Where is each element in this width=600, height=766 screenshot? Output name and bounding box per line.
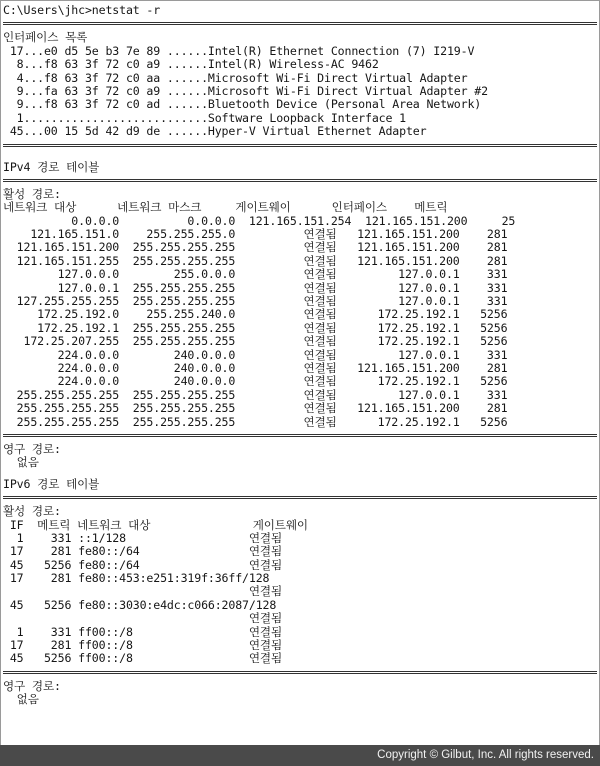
ipv4-route-row: 121.165.151.0 255.255.255.0 연결됨 121.165.151.200 281 [3, 228, 508, 242]
ipv4-route-row: 121.165.151.200 255.255.255.255 연결됨 121.165.151.200 281 [3, 241, 508, 255]
ipv6-active-label: 활성 경로: [3, 505, 61, 519]
ipv6-route-table [3, 532, 597, 666]
ipv4-route-row: 172.25.192.0 255.255.240.0 연결됨 172.25.192.1 5256 [3, 308, 508, 322]
ipv4-route-row: 224.0.0.0 240.0.0.0 연결됨 127.0.0.1 331 [3, 348, 508, 362]
ipv4-route-row: 255.255.255.255 255.255.255.255 연결됨 172.25.192.1 5256 [3, 415, 508, 429]
copyright-bar [0, 745, 600, 766]
separator-line [3, 434, 597, 437]
interface-row: 9...fa 63 3f 72 c0 a9 ......Microsoft Wi-Fi Direct Virtual Adapter #2 [3, 84, 488, 98]
ipv4-route-row: 255.255.255.255 255.255.255.255 연결됨 121.165.151.200 281 [3, 402, 508, 416]
interface-list-title: 인터페이스 목록 [3, 31, 88, 45]
interface-row: 1...........................Software Loopback Interface 1 [3, 111, 406, 125]
ipv6-route-row: 45 5256 fe80::3030:e4dc:c066:2087/128 [3, 598, 277, 612]
command-line: C:\Users\jhc>netstat -r [3, 4, 161, 17]
interface-row: 17...e0 d5 5e b3 7e 89 ......Intel(R) Ethernet Connection (7) I219-V [3, 44, 475, 58]
ipv4-route-row: 127.0.0.0 255.0.0.0 연결됨 127.0.0.1 331 [3, 268, 508, 282]
ipv4-route-row: 224.0.0.0 240.0.0.0 연결됨 172.25.192.1 5256 [3, 375, 508, 389]
ipv6-route-row: 17 281 ff00::/8 연결됨 [3, 639, 283, 653]
copyright-text: Copyright © Gilbut, Inc. All rights reserved. [377, 749, 594, 761]
interface-list [3, 45, 597, 139]
ipv4-route-row: 255.255.255.255 255.255.255.255 연결됨 127.0.0.1 331 [3, 388, 508, 402]
ipv4-route-row: 172.25.207.255 255.255.255.255 연결됨 172.25.192.1 5256 [3, 335, 508, 349]
ipv6-route-row: 45 5256 fe80::/64 연결됨 [3, 558, 283, 572]
separator-line [3, 22, 597, 25]
console-output [3, 4, 597, 707]
interface-row: 9...f8 63 3f 72 c0 ad ......Bluetooth Device (Personal Area Network) [3, 98, 482, 112]
ipv6-route-row: 1 331 ::1/128 연결됨 [3, 531, 283, 545]
ipv6-persistent-label: 영구 경로: [3, 679, 61, 693]
ipv4-active-label: 활성 경로: [3, 187, 61, 201]
interface-row: 4...f8 63 3f 72 c0 aa ......Microsoft Wi-Fi Direct Virtual Adapter [3, 71, 468, 85]
interface-row: 45...00 15 5d 42 d9 de ......Hyper-V Virtual Ethernet Adapter [3, 125, 427, 139]
ipv6-route-row: 1 331 ff00::/8 연결됨 [3, 625, 283, 639]
ipv4-route-row: 127.0.0.1 255.255.255.255 연결됨 127.0.0.1 331 [3, 281, 508, 295]
ipv6-route-row: 45 5256 ff00::/8 연결됨 [3, 652, 283, 666]
ipv6-header: IF 메트릭 네트워크 대상 게이트웨이 [3, 518, 308, 532]
ipv4-route-row: 127.255.255.255 255.255.255.255 연결됨 127.0.0.1 331 [3, 295, 508, 309]
interface-row: 8...f8 63 3f 72 c0 a9 ......Intel(R) Wireless-AC 9462 [3, 58, 379, 72]
ipv4-route-table [3, 215, 597, 429]
ipv4-title: IPv4 경로 테이블 [3, 160, 100, 174]
ipv6-route-row: 연결됨 [3, 612, 283, 626]
ipv6-persistent-value: 없음 [3, 693, 39, 707]
ipv4-route-row: 121.165.151.255 255.255.255.255 연결됨 121.165.151.200 281 [3, 254, 508, 268]
separator-line [3, 179, 597, 182]
ipv6-title: IPv6 경로 테이블 [3, 477, 100, 491]
separator-line [3, 671, 597, 674]
separator-line [3, 496, 597, 499]
ipv4-persistent-value: 없음 [3, 456, 39, 470]
ipv4-persistent-label: 영구 경로: [3, 442, 61, 456]
ipv4-header: 네트워크 대상 네트워크 마스크 게이트웨이 인터페이스 메트릭 [3, 201, 448, 215]
ipv4-route-row: 172.25.192.1 255.255.255.255 연결됨 172.25.192.1 5256 [3, 321, 508, 335]
ipv6-route-row: 17 281 fe80::453:e251:319f:36ff/128 [3, 572, 270, 586]
separator-line [3, 144, 597, 147]
ipv6-route-row: 17 281 fe80::/64 연결됨 [3, 545, 283, 559]
ipv4-route-row: 224.0.0.0 240.0.0.0 연결됨 121.165.151.200 281 [3, 361, 508, 375]
ipv6-route-row: 연결됨 [3, 585, 283, 599]
ipv4-route-row: 0.0.0.0 0.0.0.0 121.165.151.254 121.165.151.200 25 [3, 214, 516, 228]
